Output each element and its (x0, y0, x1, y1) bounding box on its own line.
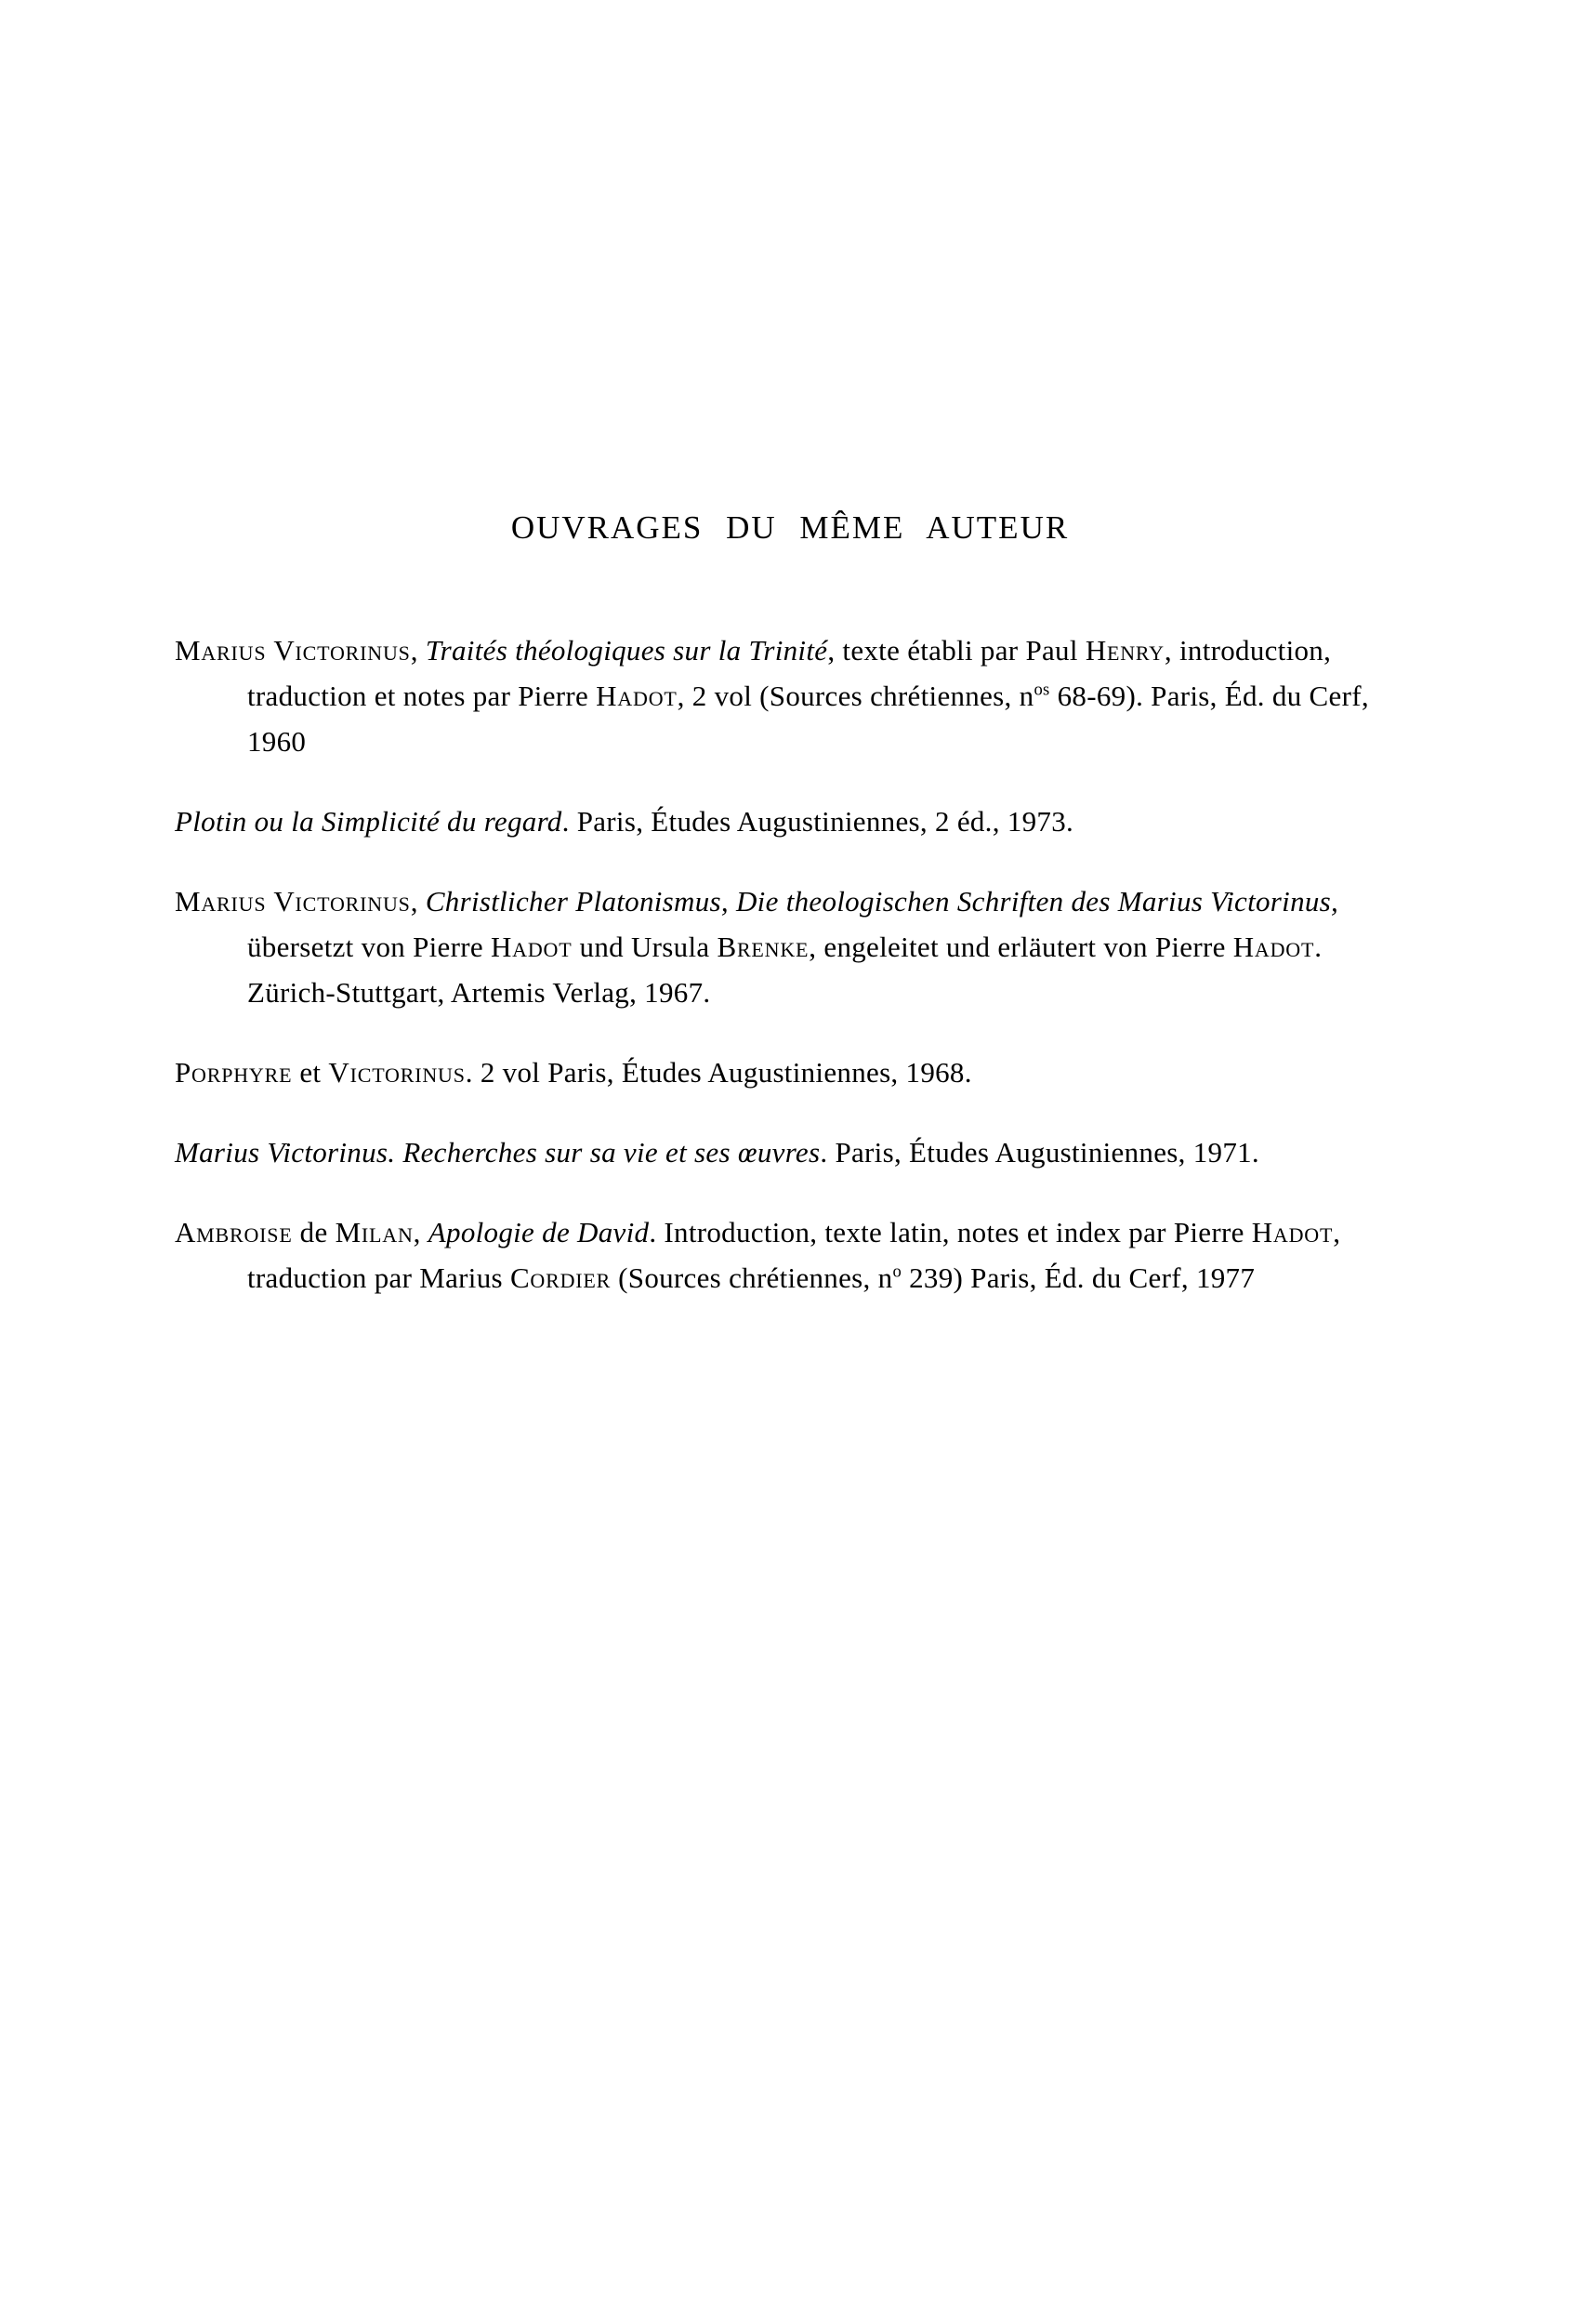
entry-segment-smallcaps: Hadot (1251, 1215, 1334, 1248)
entry-segment-sup: o (892, 1261, 902, 1282)
entry-segment-smallcaps: Brenke (717, 930, 810, 963)
entry-segment-smallcaps: Hadot (490, 930, 573, 963)
entry-segment-normal: übersetzt von Pierre (247, 930, 491, 963)
entry-segment-italic: Apologie de David (428, 1215, 650, 1248)
bibliography-entry (175, 1130, 1402, 1176)
entry-segment-normal: , introduction, traduction et notes par Pierre (247, 634, 1332, 712)
entry-segment-normal: 239) Paris, Éd. du Cerf, 1977 (902, 1261, 1256, 1294)
entry-segment-smallcaps: Hadot (1232, 930, 1315, 963)
entry-segment-normal: , (413, 1215, 428, 1248)
entry-segment-normal: , (410, 884, 426, 918)
bibliography-entry (175, 799, 1402, 845)
entry-segment-smallcaps: Porphyre (175, 1055, 293, 1089)
entry-segment-italic: Plotin ou la Simplicité du regard (175, 804, 562, 838)
bibliography-entry (175, 1210, 1402, 1301)
bibliography-entry (175, 1050, 1402, 1096)
entry-segment-normal: . Paris, Études Augustiniennes, 2 éd., 1973. (561, 804, 1074, 838)
bibliography-list (175, 628, 1402, 1301)
entry-segment-smallcaps: Marius Victorinus (175, 634, 411, 667)
entry-segment-normal: . Paris, Études Augustiniennes, 1971. (820, 1135, 1259, 1169)
entry-segment-normal: et (292, 1055, 329, 1089)
bibliography-entry (175, 879, 1402, 1016)
bibliography-entry (175, 628, 1402, 765)
entry-segment-normal: , engeleitet und erläutert von Pierre (809, 930, 1233, 963)
entry-segment-smallcaps: Cordier (509, 1261, 612, 1294)
entry-segment-normal: (Sources chrétiennes, n (611, 1261, 893, 1294)
entry-segment-normal: 68-69). Paris, Éd. du Cerf, 1960 (247, 679, 1369, 758)
entry-segment-normal: de (292, 1215, 336, 1248)
entry-segment-sup: os (1034, 680, 1050, 700)
entry-segment-normal: . Introduction, texte latin, notes et index par Pierre (649, 1215, 1252, 1248)
entry-segment-normal: , 2 vol (Sources chrétiennes, n (677, 679, 1034, 712)
entry-segment-italic: Traités théologiques sur la Trinité (425, 634, 828, 667)
entry-segment-normal: und Ursula (572, 930, 718, 963)
entry-segment-italic: Marius Victorinus. Recherches sur sa vie et ses œuvres (175, 1135, 821, 1169)
entry-segment-smallcaps: Marius Victorinus (175, 884, 411, 918)
page-title: OUVRAGES DU MÊME AUTEUR (510, 509, 1070, 546)
entry-segment-smallcaps: Ambroise (175, 1215, 293, 1248)
entry-segment-smallcaps: Victorinus (328, 1055, 466, 1089)
entry-segment-normal: . 2 vol Paris, Études Augustiniennes, 1968. (465, 1055, 972, 1089)
entry-segment-smallcaps: Hadot (596, 679, 678, 712)
entry-segment-normal: , (410, 634, 426, 667)
entry-segment-normal: , traduction par Marius (247, 1215, 1341, 1294)
entry-segment-normal: , texte établi par Paul (827, 634, 1086, 667)
entry-segment-smallcaps: Henry (1085, 634, 1165, 667)
entry-segment-italic: Christlicher Platonismus, Die theologischen Schriften des Marius Victorinus, (425, 884, 1339, 918)
entry-segment-smallcaps: Milan (335, 1215, 414, 1248)
entry-segment-normal: . Zürich-Stuttgart, Artemis Verlag, 1967. (247, 930, 1323, 1009)
